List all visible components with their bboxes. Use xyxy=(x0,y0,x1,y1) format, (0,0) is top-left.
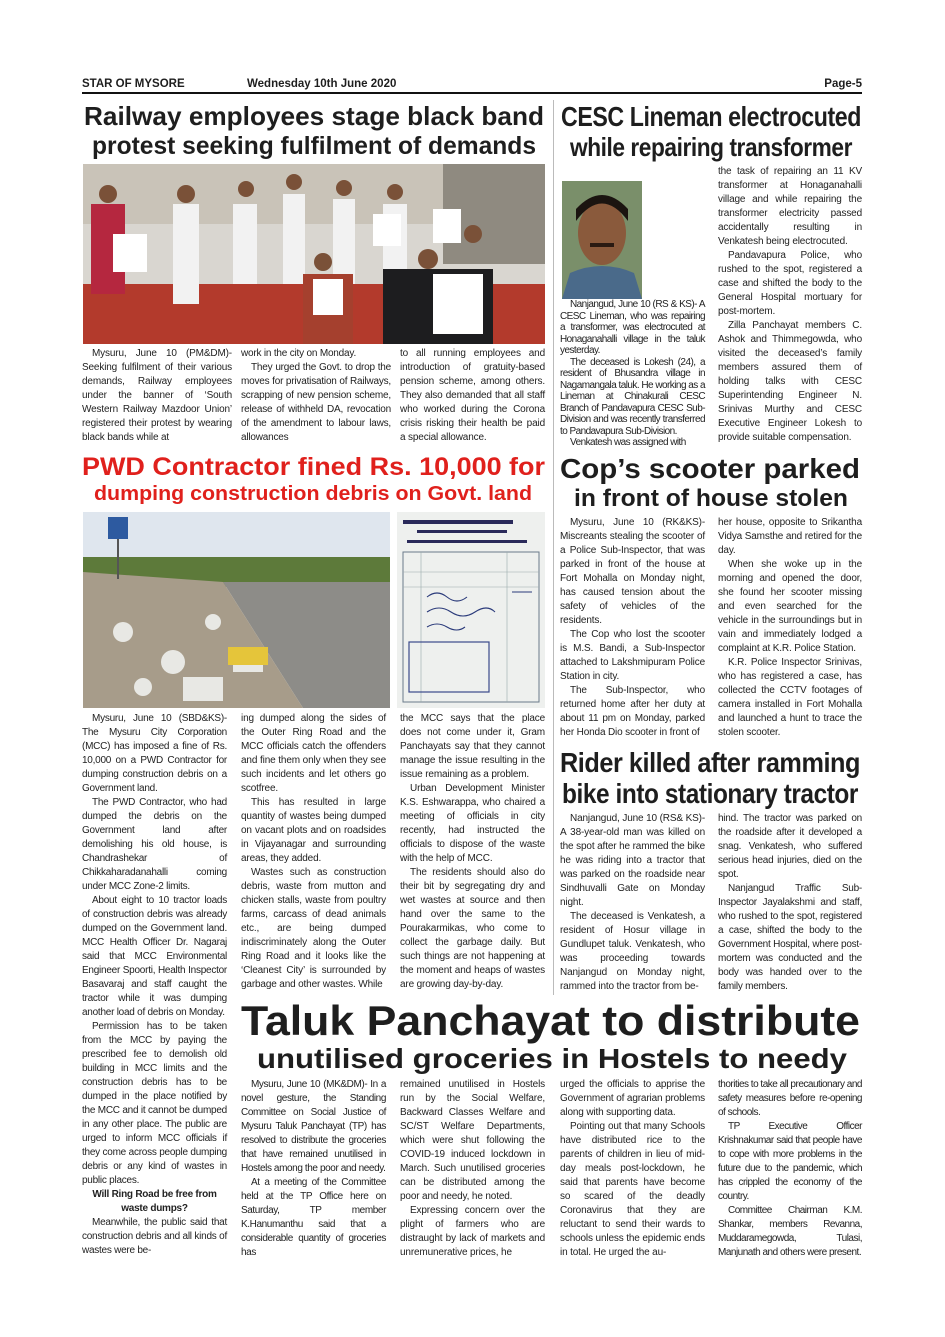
taluk-column-3 xyxy=(560,1078,705,1267)
paragraph: The PWD Contractor, who had dumped the debris on the Government land after demolishing his old house, is Chandrashekar of Chikkaharadanahalli coming under MCC Zone-2 limits. xyxy=(82,797,227,892)
railway-column-1 xyxy=(82,347,232,447)
cop-headline-line1: Cop’s scooter parked xyxy=(560,453,860,484)
cesc-headline xyxy=(561,101,862,163)
paragraph: When she woke up in the morning and opened the door, she found her scooter missing and even searched for the vehicle in the surroundings but in vain and immediately lodged a complaint at K.R. Police Station. xyxy=(718,559,862,654)
cop-column-1 xyxy=(560,516,705,745)
debris-roadside-photo xyxy=(83,512,390,708)
paragraph: Mysuru, June 10 (RK&KS)- Miscreants stealing the scooter of a Police Sub-Inspector, that was parked in front of the house at Fort Mohalla on Monday night, has caused tension about the safety of vehicles of the residents. xyxy=(560,517,705,626)
paragraph: to all running employees and introduction of gratuity-based pension scheme, among others. They also demanded that all staff who worked during the Corona crisis risking their health be paid a special allowance. xyxy=(400,348,545,443)
paragraph: Mysuru, June 10 (SBD&KS)- The Mysuru City Corporation (MCC) has imposed a fine of Rs. 10,000 on a PWD Contractor for dumping construction debris on a Government land. xyxy=(82,713,227,794)
paragraph: Mysuru, June 10 (PM&DM)- Seeking fulfilment of their various demands, Railway employees under the banner of ‘South Western Railway Mazdoor Union’ registered their protest by wearing black bands while at xyxy=(82,348,232,443)
rider-headline xyxy=(560,747,862,809)
pwd-headline xyxy=(82,453,545,506)
cop-headline-line2: in front of house stolen xyxy=(574,485,848,512)
cesc-headline-line1: CESC Lineman electrocuted xyxy=(561,101,861,132)
railway-headline xyxy=(84,101,544,161)
paragraph: K.R. Police Inspector Srinivas, who has registered a case, has collected the CCTV footages of camera installed in Fort Mohalla and launched a hunt to trace the stolen scooter. xyxy=(718,657,862,738)
taluk-column-4 xyxy=(718,1078,862,1267)
paragraph: Permission has to be taken from the MCC by paying the prescribed fee to demolish old building in MCC limits and the construction debris has to be dumped in the place notified by the MCC and it cannot be dumped in any other place. The public are urged to inform MCC officials if they come across people dumping debris or any kind of wastes in public places. xyxy=(82,1021,227,1186)
rider-column-1 xyxy=(560,812,705,996)
paragraph: The deceased is Venkatesh, a resident of Hosur village in Gundlupet taluk. Venkatesh, who was proceeding towards Nanjangud on Monday night, rammed into the tractor from be- xyxy=(560,911,705,992)
paragraph: Nanjangud, June 10 (RS & KS)- A CESC Lineman, who was repairing a transformer, was electrocuted at Honaganahalli village in the taluk yesterday. xyxy=(560,299,705,356)
paragraph: hind. The tractor was parked on the roadside after it developed a snag. Venkatesh, who suffered serious head injuries, died on the spot. xyxy=(718,813,862,880)
paragraph: The residents should also do their bit by segregating dry and wet wastes at source and then hand over the same to the Pourakarmikas, who come to collect the garbage daily. But such things are not happening at the moment and heaps of wastes are growing day-by-day. xyxy=(400,867,545,990)
paragraph: This has resulted in large quantity of wastes being dumped on vacant plots and on roadsides in Vijayanagar and surrounding areas, they added. xyxy=(241,797,386,864)
paragraph: About eight to 10 tractor loads of construction debris was already dumped on the Government land. MCC Health Officer Dr. Nagaraj said that MCC Environmental Engineer Spoorti, Health Inspector Basavaraj and staff caught the tractor while it was dumping another load of debris on Monday. xyxy=(82,895,227,1018)
masthead-rule xyxy=(82,92,862,94)
railway-headline-line2: protest seeking fulfilment of demands xyxy=(92,132,536,160)
pwd-column-1 xyxy=(82,712,227,1267)
issue-date: Wednesday 10th June 2020 xyxy=(247,78,397,90)
taluk-column-2 xyxy=(400,1078,545,1267)
paragraph: Venkatesh was assigned with xyxy=(570,437,686,448)
fine-receipt-photo xyxy=(397,512,545,708)
newspaper-name: STAR OF MYSORE xyxy=(82,78,185,90)
pwd-headline-line1: PWD Contractor fined Rs. 10,000 for xyxy=(82,453,545,481)
taluk-headline-line1: Taluk Panchayat to distribute xyxy=(241,997,860,1044)
paragraph: Pandavapura Police, who rushed to the spot, registered a case and shifted the body to the General Hospital mortuary for post-mortem. xyxy=(718,250,862,317)
paragraph: Wastes such as construction debris, waste from mutton and chicken stalls, waste from poultry farms, carcass of dead animals etc., are being dumped indiscriminately along the Outer Ring Road and it looks like the ‘Cleanest City’ is surrounded by garbage and other wastes. While xyxy=(241,867,386,990)
pwd-column-3 xyxy=(400,712,545,996)
paragraph: Nanjangud Traffic Sub-Inspector Jayalakshmi and staff, who rushed to the spot, registered a case, shifted the body to the Government Hospital, where post-mortem was conducted and the body was handed over to the family members. xyxy=(718,883,862,992)
taluk-headline xyxy=(241,998,862,1074)
paragraph: urged the officials to apprise the Government of agrarian problems along with supporting data. xyxy=(560,1079,705,1118)
page-number: Page-5 xyxy=(824,78,862,90)
paragraph: TP Executive Officer Krishnakumar said that people have to cope with more problems in the future due to the pandemic, which has crippled the economy of the country. xyxy=(718,1121,862,1202)
paragraph: the task of repairing an 11 KV transformer at Honaganahalli village and while repairing the transformer electricity passed accidentally resulting in Venkatesh being electrocuted. xyxy=(718,166,862,247)
cop-column-2 xyxy=(718,516,862,745)
paragraph: Nanjangud, June 10 (RS& KS)- A 38-year-old man was killed on the spot after he rammed the bike he was riding into a tractor that was parked on the roadside near Sindhuvalli Gate on Monday night. xyxy=(560,813,705,908)
paragraph: The Cop who lost the scooter is M.S. Bandi, a Sub-Inspector attached to Lakshmipuram Police Station in city. xyxy=(560,629,705,682)
paragraph: Zilla Panchayat members C. Ashok and Thimmegowda, who visited the deceased’s family members assured them of holding talks with CESC Superintending Engineer N. Srinivas Murthy and CESC Executive Engineer Lokesh to provide suitable compensation. xyxy=(718,320,862,443)
paragraph: ing dumped along the sides of the Outer Ring Road and the MCC officials catch the offenders and fine them only when they see such incidents and let others go scotfree. xyxy=(241,713,386,794)
lineman-portrait-photo xyxy=(562,181,644,299)
paragraph: Urban Development Minister K.S. Eshwarappa, who chaired a meeting of officials in city recently, had instructed the officials to dispose of the waste with the help of MCC. xyxy=(400,783,545,864)
column-divider xyxy=(553,100,554,995)
paragraph: work in the city on Monday. xyxy=(241,348,357,359)
railway-column-2 xyxy=(241,347,391,447)
paragraph: The deceased is Lokesh (24), a resident of Bhusandra village in Nagamangala taluk. He working as a Lineman at Chinakurali CESC Branch of Pandavapura CESC Sub-Division and was recently transferred to Pandavapura Sub-Division. xyxy=(560,356,705,437)
paragraph: Committee Chairman K.M. Shankar, members Revanna, Muddaramegowda, Tulasi, Manjunath and others were present. xyxy=(718,1205,862,1258)
cop-headline xyxy=(560,452,862,513)
subheading: Will Ring Road be free from waste dumps? xyxy=(92,1189,217,1214)
paragraph: Pointing out that many Schools have distributed rice to the parents of children in lieu of mid-day meals post-lockdown, he said that parents have become so scared of the deadly Coronavirus that they are reluctant to send their wards to schools unless the epidemic ends in total. He urged the au- xyxy=(560,1121,705,1258)
paragraph: her house, opposite to Srikantha Vidya Samsthe and retired for the day. xyxy=(718,517,862,556)
taluk-column-1 xyxy=(241,1078,386,1267)
paragraph: They urged the Govt. to drop the moves for privatisation of Railways, scrapping of new pension scheme, release of withheld DA, revocation of the amendment to labour laws, allowances xyxy=(241,362,391,443)
paragraph: The Sub-Inspector, who returned home after her duty at about 11 pm on Monday, parked her Honda Dio scooter in front of xyxy=(560,685,705,738)
cesc-column-1 xyxy=(560,165,705,448)
pwd-column-2 xyxy=(241,712,386,996)
paragraph: Expressing concern over the plight of farmers who are distraught by lack of markets and unremunerative prices, he xyxy=(400,1205,545,1258)
cesc-headline-line2: while repairing transformer xyxy=(570,132,852,162)
railway-column-3 xyxy=(400,347,545,447)
paragraph: thorities to take all precautionary and safety measures before re-opening of schools. xyxy=(718,1079,862,1118)
rider-headline-line2: bike into stationary tractor xyxy=(562,778,858,809)
paragraph: the MCC says that the place does not come under it, Gram Panchayats say that they cannot manage the issue resulting in the issue remaining as a problem. xyxy=(400,713,545,780)
pwd-headline-line2: dumping construction debris on Govt. land xyxy=(94,483,532,505)
rider-headline-line1: Rider killed after ramming xyxy=(560,747,860,778)
railway-protest-photo xyxy=(83,164,545,344)
paragraph: Meanwhile, the public said that construction debris and all kinds of wastes were be- xyxy=(82,1217,227,1256)
rider-column-2 xyxy=(718,812,862,996)
railway-headline-line1: Railway employees stage black band xyxy=(84,101,544,131)
paragraph: At a meeting of the Committee held at the TP Office here on Saturday, TP member K.Hanumanthu said that a considerable quantity of groceries has xyxy=(241,1177,386,1258)
paragraph: remained unutilised in Hostels run by the Social Welfare, Backward Classes Welfare and SC/ST Welfare Departments, which were shut following the COVID-19 induced lockdown in March. Such unutilised groceries can be distributed among the poor and needy, he noted. xyxy=(400,1079,545,1202)
cesc-column-2 xyxy=(718,165,862,448)
taluk-headline-line2: unutilised groceries in Hostels to needy xyxy=(257,1043,847,1074)
paragraph: Mysuru, June 10 (MK&DM)- In a novel gesture, the Standing Committee on Social Justice of Mysuru Taluk Panchayat (TP) has resolved to distribute the groceries that have remained unutilised in Hostels among the poor and needy. xyxy=(241,1079,386,1174)
